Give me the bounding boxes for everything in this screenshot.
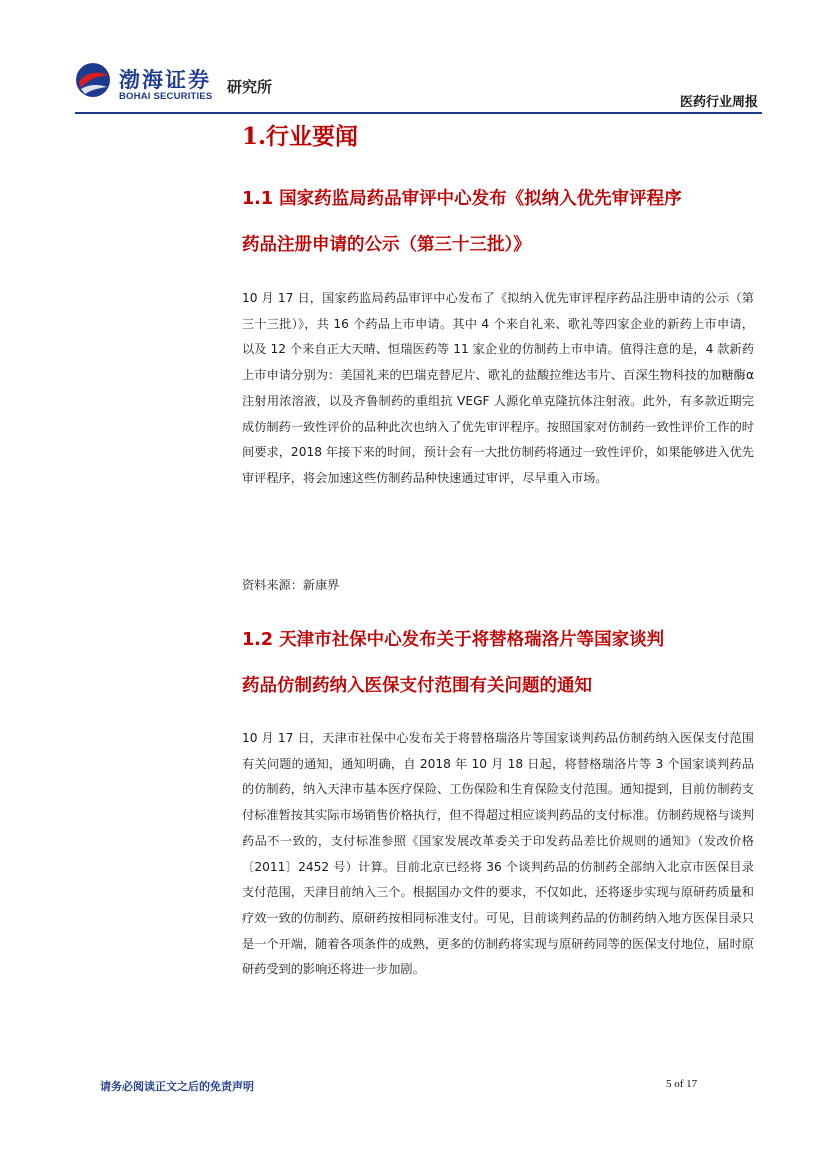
news-1-title-line2: 药品注册申请的公示（第三十三批）》 [242, 235, 531, 255]
brand-name-cn: 渤海证券 [119, 67, 211, 92]
news-2-title [242, 617, 754, 709]
news-1-title [242, 176, 754, 268]
page-number: 5 of 17 [666, 1078, 698, 1090]
brand-name-en: BOHAI SECURITIES [119, 91, 213, 102]
header-divider [75, 112, 762, 114]
bohai-logo-icon [75, 62, 111, 98]
section-title: 1.行业要闻 [242, 123, 359, 150]
page-header [75, 58, 762, 116]
news-1-title-line1: 1.1 国家药监局药品审评中心发布《拟纳入优先审评程序 [242, 189, 682, 209]
disclaimer-note: 请务必阅读正文之后的免责声明 [100, 1080, 254, 1093]
news-2-title-line2: 药品仿制药纳入医保支付范围有关问题的通知 [242, 676, 592, 696]
news-1-source: 资料来源：新康界 [242, 578, 340, 592]
news-1-body: 10 月 17 日，国家药监局药品审评中心发布了《拟纳入优先审评程序药品注册申请的公示（第三十三批）》，共 16 个药品上市申请。其中 4 个来自礼来、歌礼等四家企业的新药上市申请，以及 12 个来自正大天晴、恒瑞医药等 11 家企业的仿制药上市申请。值得注意的是，4 款新药上市申请分别为：美国礼来的巴瑞克替尼片、歌礼的盐酸拉维达韦片、百深生物科技的加糖酶α注射用浓溶液，以及齐鲁制药的重组抗 VEGF 人源化单克隆抗体注射液。此外，有多款近期完成仿制药一致性评价的品种此次也纳入了优先审评程序。按照国家对仿制药一致性评价工作的时间要求，2018 年接下来的时间，预计会有一大批仿制药将通过一致性评价，如果能够进入优先审评程序，将会加速这些仿制药品种快速通过审评，尽早重入市场。 [242, 291, 754, 485]
report-type: 医药行业周报 [679, 95, 758, 110]
news-2-title-line1: 1.2 天津市社保中心发布关于将替格瑞洛片等国家谈判 [242, 630, 665, 650]
news-2-body: 10 月 17 日，天津市社保中心发布关于将替格瑞洛片等国家谈判药品仿制药纳入医保支付范围有关问题的通知，通知明确，自 2018 年 10 月 18 日起，将替格瑞洛片等 3 个国家谈判药品的仿制药，纳入天津市基本医疗保险、工伤保险和生育保险支付范围。通知提到，目前仿制药支付标准暂按其实际市场销售价格执行，但不得超过相应谈判药品的支付标准。仿制药规格与谈判药品不一致的，支付标准参照《国家发展改革委关于印发药品差比价规则的通知》（发改价格〔2011〕2452 号）计算。目前北京已经将 36 个谈判药品的仿制药全部纳入北京市医保目录支付范围，天津目前纳入三个。根据国办文件的要求，不仅如此，还将逐步实现与原研药质量和疗效一致的仿制药、原研药按相同标准支付。可见，目前谈判药品的仿制药纳入地方医保目录只是一个开端，随着各项条件的成熟，更多的仿制药将实现与原研药同等的医保支付地位，届时原研药受到的影响还将进一步加剧。 [242, 731, 754, 977]
institute-label: 研究所 [227, 78, 273, 96]
